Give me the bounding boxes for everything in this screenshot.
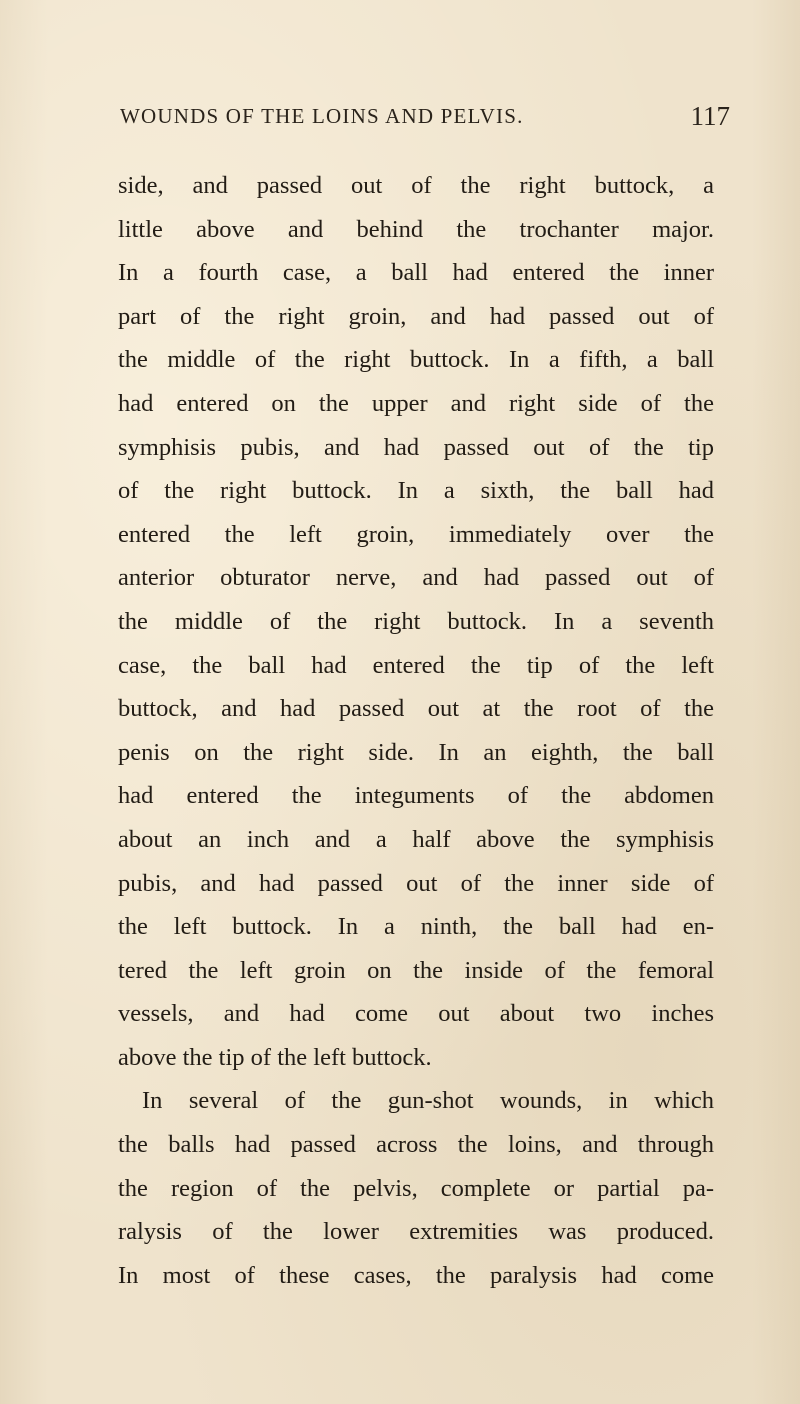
text-line: of the right buttock. In a sixth, the ball had xyxy=(118,477,714,505)
text-line: pubis, and had passed out of the inner side of xyxy=(118,869,714,897)
paragraph-end-line: above the tip of the left buttock. xyxy=(118,1043,432,1071)
text-line: buttock, and had passed out at the root of the xyxy=(118,695,714,723)
running-head xyxy=(120,101,730,138)
text-line: the middle of the right buttock. In a seventh xyxy=(118,607,714,635)
text-line: the middle of the right buttock. In a fifth, a ball xyxy=(118,346,714,374)
text-line: In most of these cases, the paralysis had come xyxy=(118,1261,714,1289)
paragraph-start-line: In several of the gun-shot wounds, in which xyxy=(142,1087,714,1115)
text-line: penis on the right side. In an eighth, the ball xyxy=(118,738,714,766)
text-line: the left buttock. In a ninth, the ball had en- xyxy=(118,913,714,941)
text-line: part of the right groin, and had passed out of xyxy=(118,302,714,330)
text-line: the balls had passed across the loins, and through xyxy=(118,1131,714,1159)
text-line: symphisis pubis, and had passed out of the tip xyxy=(118,433,714,461)
text-line: about an inch and a half above the symphisis xyxy=(118,825,714,853)
text-line: had entered on the upper and right side of the xyxy=(118,389,714,417)
text-line: entered the left groin, immediately over the xyxy=(118,520,714,548)
text-line: side, and passed out of the right buttock, a xyxy=(118,172,714,199)
page-number: 117 xyxy=(690,101,730,131)
text-line: ralysis of the lower extremities was produced. xyxy=(118,1218,714,1246)
text-line: In a fourth case, a ball had entered the inner xyxy=(118,259,714,287)
body-text xyxy=(118,164,714,1297)
text-line: anterior obturator nerve, and had passed out of xyxy=(118,564,714,592)
text-line: the region of the pelvis, complete or partial pa- xyxy=(118,1174,714,1202)
text-line: little above and behind the trochanter major. xyxy=(118,215,714,243)
text-line: had entered the integuments of the abdomen xyxy=(118,782,714,810)
text-line: tered the left groin on the inside of the femoral xyxy=(118,956,714,984)
text-line: case, the ball had entered the tip of the left xyxy=(118,651,714,679)
running-title: WOUNDS OF THE LOINS AND PELVIS. xyxy=(120,104,524,128)
text-line: vessels, and had come out about two inches xyxy=(118,1000,714,1028)
